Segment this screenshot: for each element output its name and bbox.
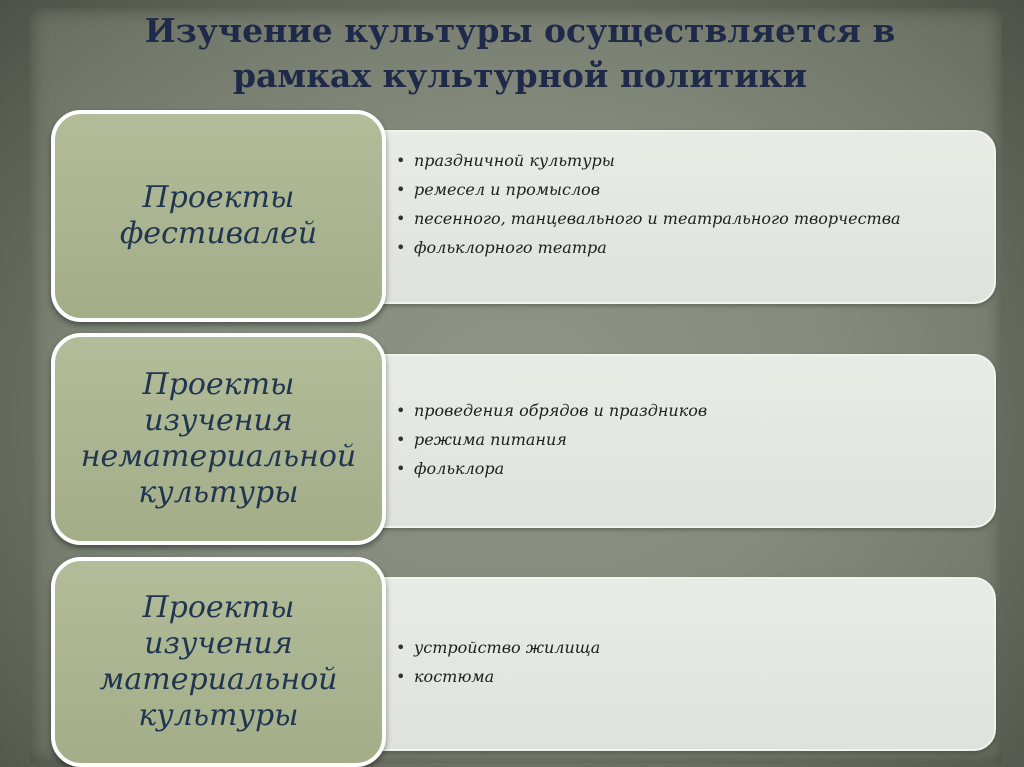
intangible-culture-projects-label-text: Проекты изучения нематериальной культуры: [80, 367, 357, 510]
material-culture-details-box: [318, 577, 996, 751]
festival-projects-label-text: Проекты фестивалей: [119, 180, 318, 251]
list-item: • режима питания: [396, 429, 974, 451]
list-item: • ремесел и промыслов: [396, 179, 974, 201]
festival-projects-label: [51, 110, 386, 322]
festival-details-box: [318, 130, 996, 304]
list-item: • устройство жилища: [396, 637, 974, 659]
intangible-culture-projects-label: [51, 333, 386, 545]
material-culture-projects-label: [51, 557, 386, 767]
list-item: • проведения обрядов и праздников: [396, 400, 974, 422]
list-item: • костюма: [396, 666, 974, 688]
material-culture-projects-label-text: Проекты изучения материальной культуры: [99, 590, 338, 733]
slide-title: [100, 8, 940, 98]
intangible-culture-details-list: [396, 400, 974, 487]
slide-title-line-1: Изучение культуры осуществляется в: [144, 11, 896, 50]
list-item: • песенного, танцевального и театрального творчества: [396, 208, 974, 230]
list-item: • праздничной культуры: [396, 150, 974, 172]
slide-title-line-2: рамках культурной политики: [232, 56, 808, 95]
festival-details-list: [396, 150, 974, 266]
intangible-culture-details-box: [318, 354, 996, 528]
material-culture-details-list: [396, 637, 974, 695]
list-item: • фольклора: [396, 458, 974, 480]
list-item: • фольклорного театра: [396, 237, 974, 259]
